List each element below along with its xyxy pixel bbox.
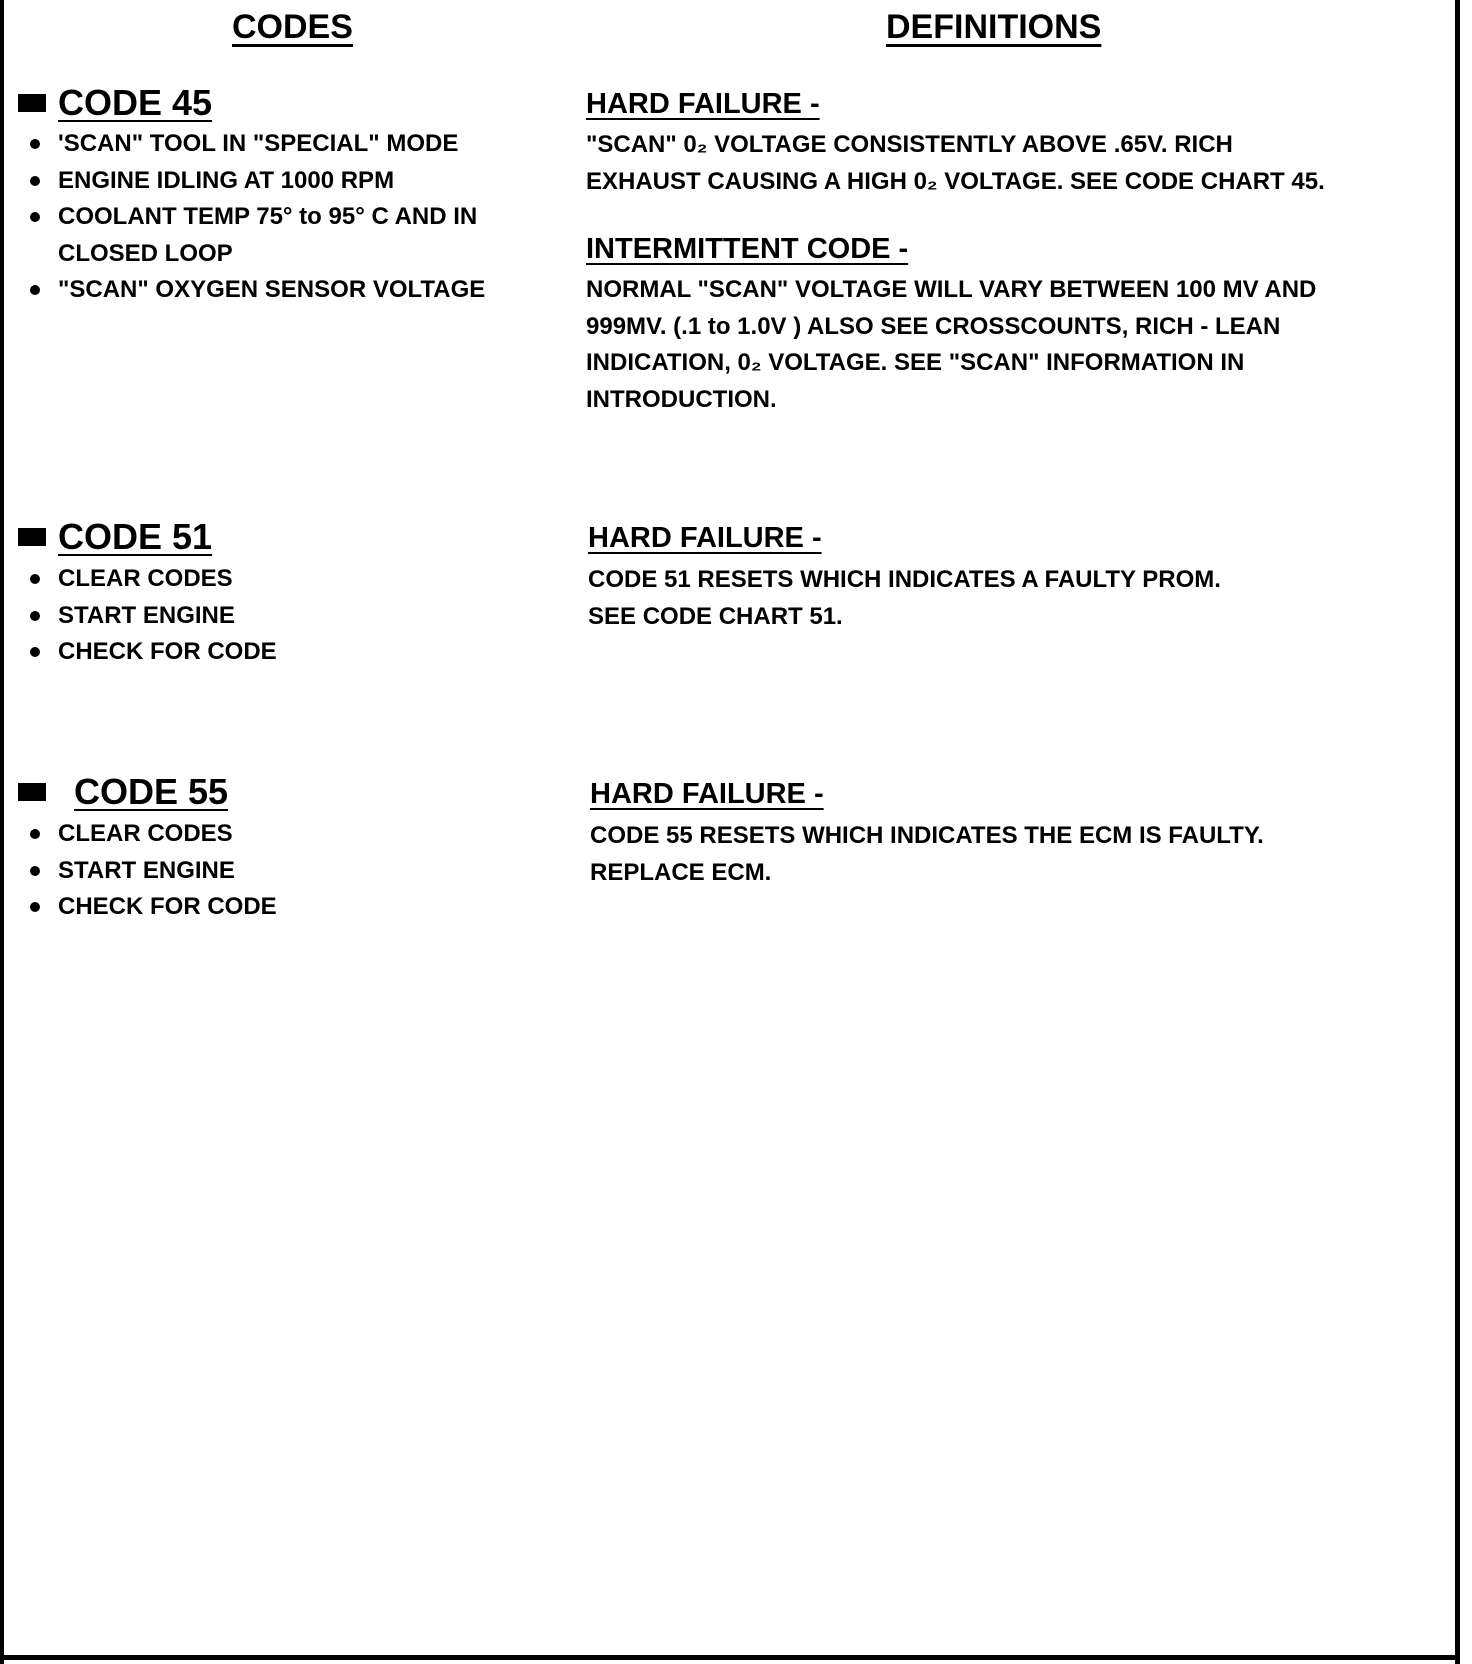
bullet-square-icon	[18, 783, 46, 801]
list-item: 'SCAN" TOOL IN "SPECIAL" MODE	[26, 126, 485, 163]
list-item: START ENGINE	[26, 598, 277, 635]
code-55-title: CODE 55	[74, 771, 229, 812]
code-51-steps	[26, 561, 277, 671]
bullet-dot-icon	[30, 212, 40, 222]
list-item: CLEAR CODES	[26, 561, 277, 598]
bullet-square-icon	[18, 528, 46, 546]
definition-heading: INTERMITTENT CODE -	[586, 233, 909, 265]
list-item: CHECK FOR CODE	[26, 634, 277, 671]
definitions-column-title: DEFINITIONS	[886, 8, 1102, 46]
bullet-dot-icon	[30, 139, 40, 149]
definition-text: "SCAN" 0₂ VOLTAGE CONSISTENTLY ABOVE .65V. RICH EXHAUST CAUSING A HIGH 0₂ VOLTAGE. SEE CODE CHART 45.	[586, 131, 1325, 195]
code-45-steps	[26, 126, 485, 309]
code-45-header	[18, 82, 212, 124]
bullet-square-icon	[18, 94, 46, 112]
bullet-dot-icon	[30, 285, 40, 295]
frame-border-bottom	[0, 1655, 1460, 1660]
codes-column-title: CODES	[232, 8, 353, 46]
definition-heading: HARD FAILURE -	[590, 778, 824, 810]
list-item: START ENGINE	[26, 853, 277, 890]
bullet-dot-icon	[30, 829, 40, 839]
bullet-dot-icon	[30, 176, 40, 186]
list-item: CLEAR CODES	[26, 816, 277, 853]
definition-text: CODE 51 RESETS WHICH INDICATES A FAULTY PROM. SEE CODE CHART 51.	[588, 566, 1221, 630]
bullet-dot-icon	[30, 611, 40, 621]
list-item: COOLANT TEMP 75° to 95° C AND IN CLOSED LOOP	[26, 199, 485, 272]
definition-heading: HARD FAILURE -	[588, 522, 822, 554]
definition-text: NORMAL "SCAN" VOLTAGE WILL VARY BETWEEN 100 MV AND 999MV. (.1 to 1.0V ) ALSO SEE CROSSCOUNTS, RICH - LEAN INDICATION, 0₂ VOLTAGE. SEE "SCAN" INFORMATION IN INTRODUCTION.	[586, 276, 1317, 413]
bullet-dot-icon	[30, 902, 40, 912]
frame-border-right	[1455, 0, 1460, 1664]
code-45-title: CODE 45	[58, 82, 213, 123]
bullet-dot-icon	[30, 574, 40, 584]
list-item: ENGINE IDLING AT 1000 RPM	[26, 163, 485, 200]
step-continuation: CLOSED LOOP	[58, 239, 233, 267]
code-55-steps	[26, 816, 277, 926]
definition-heading: HARD FAILURE -	[586, 88, 820, 120]
code-51-title: CODE 51	[58, 516, 213, 557]
list-item: CHECK FOR CODE	[26, 889, 277, 926]
bullet-dot-icon	[30, 647, 40, 657]
frame-border-left	[0, 0, 4, 1664]
code-51-header	[18, 516, 212, 558]
definition-text: CODE 55 RESETS WHICH INDICATES THE ECM IS FAULTY. REPLACE ECM.	[590, 822, 1264, 886]
list-item: "SCAN" OXYGEN SENSOR VOLTAGE	[26, 272, 485, 309]
bullet-dot-icon	[30, 866, 40, 876]
code-55-header	[18, 771, 228, 813]
